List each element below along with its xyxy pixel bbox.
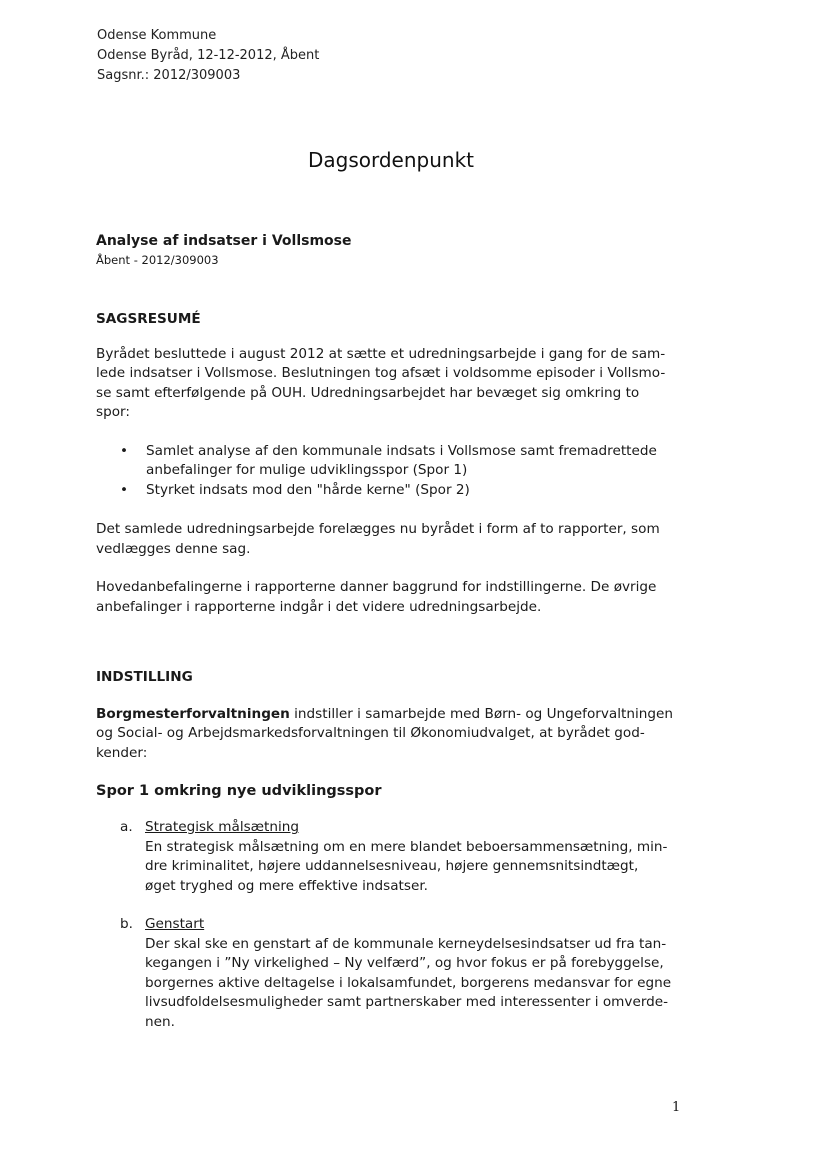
list-item: b. Genstart Der skal ske en genstart af de kommunale kerneydelsesindsatser ud fra tan- kegangen i ”Ny virkelighed – Ny velfærd”, og hvor fokus er på forebyggelse, borgernes aktive deltagelse i lokalsamfundet, borgerens medansvar for egne livsudfoldelsesmuligheder samt partnerskaber med interessenter i omverde- nen. <box>120 916 672 1030</box>
item-title: Genstart <box>145 916 205 932</box>
case-subtitle: Åbent - 2012/309003 <box>96 253 219 267</box>
header-case-number: Sagsnr.: 2012/309003 <box>97 68 241 83</box>
sagsresume-bullet-list <box>96 442 696 501</box>
spor1-lettered-list <box>96 818 696 1032</box>
header-municipality: Odense Kommune <box>97 28 217 43</box>
sagsresume-paragraph-2: Det samlede udredningsarbejde forelægges nu byrådet i form af to rapporter, som vedlægges denne sag. <box>96 521 660 557</box>
item-title: Strategisk målsætning <box>145 819 299 835</box>
header-meeting: Odense Byråd, 12-12-2012, Åbent <box>97 48 320 63</box>
indstilling-paragraph: Borgmesterforvaltningen indstiller i samarbejde med Børn- og Ungeforvaltningen og Social- og Arbejdsmarkedsforvaltningen til Økonomiudvalget, at byrådet god- kender: <box>96 705 673 761</box>
case-title: Analyse af indsatser i Vollsmose <box>96 233 352 249</box>
document-body <box>96 230 696 1032</box>
list-item: • Samlet analyse af den kommunale indsats i Vollsmose samt fremadrettede anbefalinger for mulige udviklingsspor (Spor 1) <box>120 442 696 481</box>
sagsresume-paragraph-1: Byrådet besluttede i august 2012 at sætte et udredningsarbejde i gang for de sam- lede indsatser i Vollsmose. Beslutningen tog afsæt i voldsomme episoder i Vollsmo- se samt efterfølgende på OUH. Udredningsarbejdet har bevæget sig omkring to spor: <box>96 345 666 420</box>
list-marker: b. <box>120 916 133 932</box>
sagsresume-heading: SAGSRESUMÉ <box>96 311 201 327</box>
spor1-heading: Spor 1 omkring nye udviklingsspor <box>96 783 382 799</box>
indstilling-heading: INDSTILLING <box>96 669 193 685</box>
document-title: Dagsordenpunkt <box>307 148 475 172</box>
list-item: a. Strategisk målsætning En strategisk målsætning om en mere blandet beboersammensætning, min- dre kriminalitet, højere uddannelsesniveau, højere gennemsnitsindtægt, øget tryghed og mere effektive indsatser. <box>120 819 668 894</box>
list-item: • Styrket indsats mod den "hårde kerne" (Spor 2) <box>120 481 696 501</box>
document-header <box>97 26 319 86</box>
sagsresume-paragraph-3: Hovedanbefalingerne i rapporterne danner baggrund for indstillingerne. De øvrige anbefalinger i rapporterne indgår i det videre udredningsarbejde. <box>96 579 657 615</box>
page-number: 1 <box>672 1100 681 1115</box>
list-marker: a. <box>120 819 133 835</box>
